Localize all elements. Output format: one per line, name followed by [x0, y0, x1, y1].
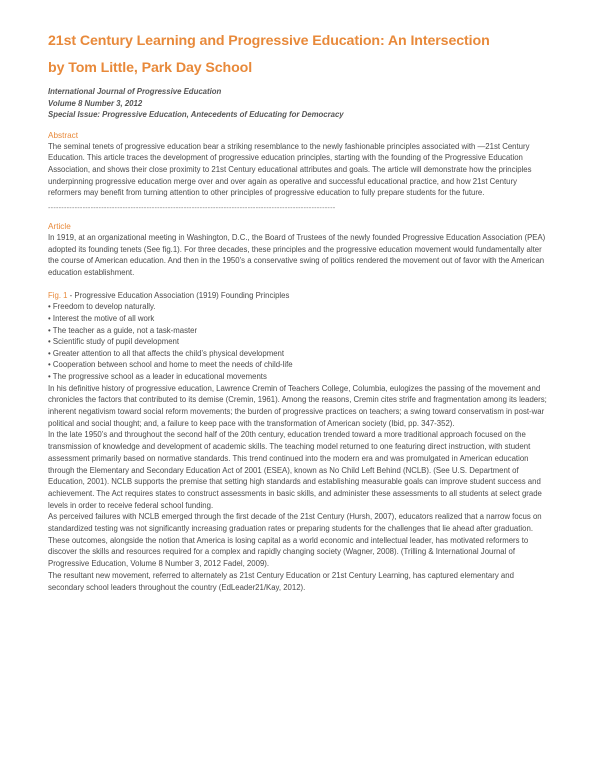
list-item: • Scientific study of pupil development — [48, 336, 552, 348]
list-item: • The teacher as a guide, not a task-master — [48, 325, 552, 337]
journal-name: International Journal of Progressive Education — [48, 87, 222, 96]
figure-caption-text: - Progressive Education Association (1919) Founding Principles — [67, 290, 290, 300]
article-title: 21st Century Learning and Progressive Education: An Intersection — [48, 33, 490, 49]
section-divider: ------------------------------------------------------------------------------------------------------------ — [48, 203, 336, 213]
list-item: • Interest the motive of all work — [48, 313, 552, 325]
author-line: by Tom Little, Park Day School — [48, 60, 253, 76]
figure-label: Fig. 1 — [48, 290, 68, 300]
abstract-text: The seminal tenets of progressive education bear a striking resemblance to the newly fashionable principles associated with —21st Century Education. This article traces the development of progressive education principles, starting with the founding of the Progressive Education Association, and shows their close proximity to 21st Century educational attributes and goals. The article will demonstrate how the principles underpinning progressive education merge over and over again as operative and successful educational practice, and how 21st Century reformers may benefit from turning attention to other principles of progressive education to fully prepare students for the future. — [48, 141, 532, 198]
abstract-heading: Abstract — [48, 130, 79, 140]
article-paragraph: In the late 1950’s and throughout the second half of the 20th century, education trended toward a more traditional approach focused on the transmission of knowledge and development of academic skills. The teaching model returned to one featuring direct instruction, with student assessment primarily based on normative standards. This trend continued into the modern era and was promulgated in American education through the Elementary and Secondary Education Act of 2001 (ESEA), known as No Child Left Behind (NCLB). (See U.S. Department of Education, 2001). NCLB supports the premise that setting high standards and establishing measurable goals can improve student success and achievement. The Act requires states to construct assessments in basic skills, and administer these assessments to all students at select grade levels in order to receive federal school funding. — [48, 430, 542, 510]
list-item: • Greater attention to all that affects the child’s physical development — [48, 348, 552, 360]
list-item: • The progressive school as a leader in educational movements — [48, 371, 552, 383]
document-page — [48, 30, 552, 593]
article-paragraph: As perceived failures with NCLB emerged through the first decade of the 21st Century (Hursh, 2007), educators realized that a narrow focus on standardized testing was not significantly increasing graduation rates or preparing students for the challenges that lie ahead after graduation. These outcomes, alongside the notion that America is losing capital as a world economic and intellectual leader, has motivated reformers to discover the skills and resources required for a complex and rapidly changing society (Wagner, 2008). (Trilling & International Journal of Progressive Education, Volume 8 Number 3, 2012 Fadel, 2009). — [48, 512, 542, 569]
article-paragraph: The resultant new movement, referred to alternately as 21st Century Education or 21st Century Learning, has captured elementary and secondary school leaders throughout the country (EdLeader21/Kay, 2012). — [48, 570, 514, 592]
publication-meta — [48, 86, 552, 121]
article-heading: Article — [48, 222, 71, 232]
article-paragraph: In his definitive history of progressive education, Lawrence Cremin of Teachers College, Columbia, eulogizes the passing of the movement and chronicles the factors that contributed to its demise (Cremin, 1961). Among the reasons, Cremin cites strife and fragmentation among its leaders; inherent negativism toward social reform movements; the burden of progressive practices on teachers; a swing toward conservatism in post-war political and social thought; and, a failure to keep pace with the transformation of American society (Ibid, pp. 347-352). — [48, 383, 547, 428]
principles-list — [48, 301, 552, 382]
figure-caption — [48, 290, 552, 302]
special-issue: Special Issue: Progressive Education, Antecedents of Educating for Democracy — [48, 110, 344, 119]
article-paragraph: In 1919, at an organizational meeting in Washington, D.C., the Board of Trustees of the newly founded Progressive Education Association (PEA) adopted its founding tenets (See fig.1). For three decades, these principles and the progressive education movement would fundamentally alter the course of American education. And then in the 1950’s a conservative swing of politics rendered the movement out of favor with the American education establishment. — [48, 233, 546, 278]
list-item: • Cooperation between school and home to meet the needs of child-life — [48, 359, 552, 371]
volume-info: Volume 8 Number 3, 2012 — [48, 98, 143, 108]
list-item: • Freedom to develop naturally. — [48, 301, 552, 313]
